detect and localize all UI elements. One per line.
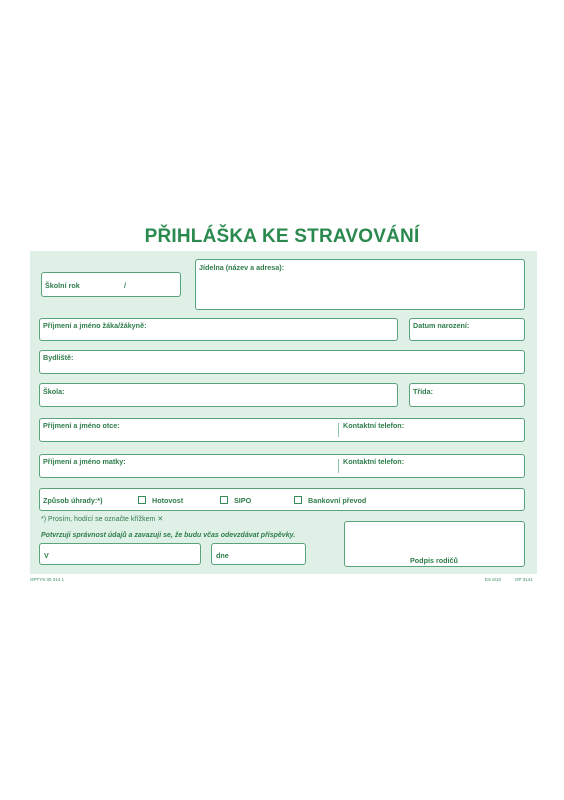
date-label: dne <box>216 551 229 560</box>
payment-sipo-checkbox[interactable] <box>220 496 228 504</box>
enrollment-form <box>30 251 537 574</box>
school-field[interactable] <box>39 383 398 407</box>
father-name-label: Příjmení a jméno otce: <box>43 421 120 430</box>
residence-label: Bydliště: <box>43 353 74 362</box>
signature-label: Podpis rodičů <box>410 556 458 565</box>
school-year-field[interactable] <box>41 272 181 297</box>
mother-field[interactable] <box>39 454 525 478</box>
payment-sipo-label: SIPO <box>234 496 252 505</box>
payment-bank-checkbox[interactable] <box>294 496 302 504</box>
form-title: PŘIHLÁŠKA KE STRAVOVÁNÍ <box>144 226 420 247</box>
signature-field[interactable] <box>344 521 525 567</box>
father-phone-label: Kontaktní telefon: <box>343 421 405 430</box>
class-field[interactable] <box>409 383 525 407</box>
mother-name-label: Příjmení a jméno matky: <box>43 457 126 466</box>
school-year-label: Školní rok <box>45 281 80 290</box>
field-divider <box>338 459 339 473</box>
pupil-name-label: Příjmení a jméno žáka/žákyně: <box>43 321 147 330</box>
class-label: Třída: <box>413 387 433 396</box>
footer-publisher: OPTYS 00 314 1 <box>30 577 65 582</box>
birth-date-field[interactable] <box>409 318 525 341</box>
place-field[interactable] <box>39 543 201 565</box>
father-field[interactable] <box>39 418 525 442</box>
residence-field[interactable] <box>39 350 525 374</box>
field-divider <box>338 423 339 437</box>
mother-phone-label: Kontaktní telefon: <box>343 457 405 466</box>
birth-date-label: Datum narození: <box>413 321 470 330</box>
footer-code: ES 6/10 <box>485 577 502 582</box>
place-label: V <box>44 551 49 560</box>
checkbox-note: *) Prosím, hodící se označte křížkem ✕ <box>41 516 164 523</box>
school-label: Škola: <box>43 387 65 396</box>
pupil-name-field[interactable] <box>39 318 398 341</box>
canteen-label: Jídelna (název a adresa): <box>199 263 285 272</box>
payment-label: Způsob úhrady:*) <box>43 496 103 505</box>
confirmation-text: Potvrzuji správnost údajů a zavazuji se, že budu včas odevzdávat příspěvky. <box>41 532 296 539</box>
payment-cash-label: Hotovost <box>152 496 184 505</box>
footer-ref: OP 3141 <box>515 577 533 582</box>
payment-field <box>39 488 525 511</box>
school-year-slash: / <box>124 281 126 290</box>
date-field[interactable] <box>211 543 306 565</box>
payment-bank-label: Bankovní převod <box>308 496 367 505</box>
payment-cash-checkbox[interactable] <box>138 496 146 504</box>
canteen-field[interactable] <box>195 259 525 310</box>
